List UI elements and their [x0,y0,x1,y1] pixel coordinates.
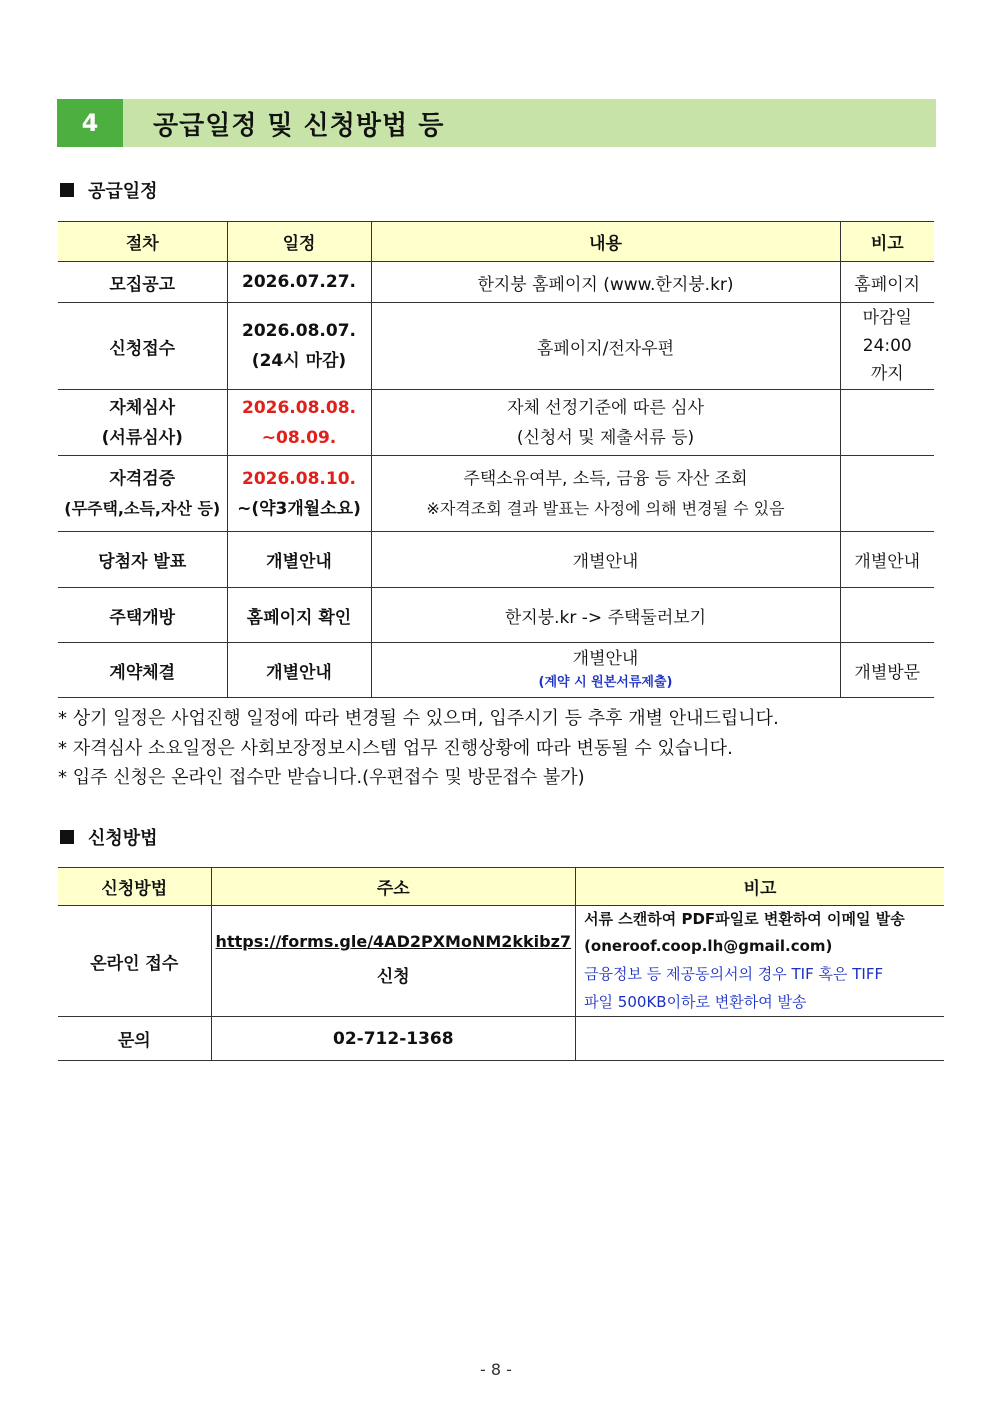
step-cell: 신청접수 [58,303,227,390]
method-heading: 신청방법 [60,824,158,850]
page-number: - 8 - [480,1360,512,1379]
section-title: 공급일정 및 신청방법 등 [153,110,445,141]
table-row [58,390,934,456]
table-row [58,588,934,643]
step-cell: 주택개방 [58,588,227,643]
step-cell: 모집공고 [58,262,227,303]
date-cell: 홈페이지 확인 [227,588,371,643]
header-content: 내용 [371,222,840,262]
date-cell: 개별안내 [227,532,371,588]
apply-text: 신청 [376,967,410,987]
note-cell [840,456,934,532]
table-header-row [58,868,944,906]
content-cell: 한지붕.kr -> 주택둘러보기 [371,588,840,643]
table-row [58,532,934,588]
content-cell: 자체 선정기준에 따른 심사 (신청서 및 제출서류 등) [371,390,840,456]
application-form-link[interactable]: https://forms.gle/4AD2PXMoNM2kkibz7 [215,932,572,951]
note-line: * 자격심사 소요일정은 사회보장정보시스템 업무 진행상황에 따라 변동될 수 있습니다. [58,737,733,759]
note-cell: 개별방문 [840,643,934,698]
note-cell: 홈페이지 [840,262,934,303]
date-cell: 2026.08.08. ~08.09. [227,390,371,456]
table-row [58,906,944,1017]
schedule-heading: 공급일정 [60,177,158,203]
table-row [58,1017,944,1061]
address-cell [211,906,576,1017]
date-cell: 2026.08.07. (24시 마감) [227,303,371,390]
section-banner [57,99,936,147]
header-note: 비고 [576,868,944,906]
table-row [58,456,934,532]
table-row [58,643,934,698]
contact-note-cell [576,1017,944,1061]
schedule-table [58,221,934,698]
table-header-row [58,222,934,262]
date-cell: 2026.07.27. [227,262,371,303]
note-line: * 입주 신청은 온라인 접수만 받습니다.(우편접수 및 방문접수 불가) [58,767,585,788]
contact-label: 문의 [58,1017,211,1061]
online-label: 온라인 접수 [58,906,211,1017]
square-bullet-icon [60,830,74,844]
header-address: 주소 [211,868,576,906]
contract-sub-note: (계약 시 원본서류제출) [538,675,673,690]
table-row [58,262,934,303]
header-note: 비고 [840,222,934,262]
schedule-notes [58,704,779,793]
header-step: 절차 [58,222,227,262]
note-cell: 개별안내 [840,532,934,588]
square-bullet-icon [60,183,74,197]
online-note-cell: 서류 스캔하여 PDF파일로 변환하여 이메일 발송 (oneroof.coop.lh@gmail.com) 금융정보 등 제공동의서의 경우 TIF 혹은 TIFF 파일 500KB이하로 변환하여 발송 [576,906,944,1017]
content-cell: 홈페이지/전자우편 [371,303,840,390]
content-cell: 한지붕 홈페이지 (www.한지붕.kr) [371,262,840,303]
content-cell: 개별안내 (계약 시 원본서류제출) [371,643,840,698]
email-address[interactable]: (oneroof.coop.lh@gmail.com) [584,937,833,955]
section-number: 4 [57,99,123,147]
step-cell: 당첨자 발표 [58,532,227,588]
contact-phone: 02-712-1368 [211,1017,576,1061]
note-cell [840,390,934,456]
table-row [58,303,934,390]
step-cell: 계약체결 [58,643,227,698]
content-cell: 주택소유여부, 소득, 금융 등 자산 조회 ※자격조회 결과 발표는 사정에 의해 변경될 수 있음 [371,456,840,532]
step-cell: 자체심사 (서류심사) [58,390,227,456]
note-cell: 마감일 24:00 까지 [840,303,934,390]
content-cell: 개별안내 [371,532,840,588]
method-table [58,867,944,1061]
step-cell: 자격검증 (무주택,소득,자산 등) [58,456,227,532]
header-method: 신청방법 [58,868,211,906]
date-cell: 2026.08.10. ~(약3개월소요) [227,456,371,532]
note-line: * 상기 일정은 사업진행 일정에 따라 변경될 수 있으며, 입주시기 등 추후 개별 안내드립니다. [58,708,779,729]
date-cell: 개별안내 [227,643,371,698]
note-cell [840,588,934,643]
header-date: 일정 [227,222,371,262]
